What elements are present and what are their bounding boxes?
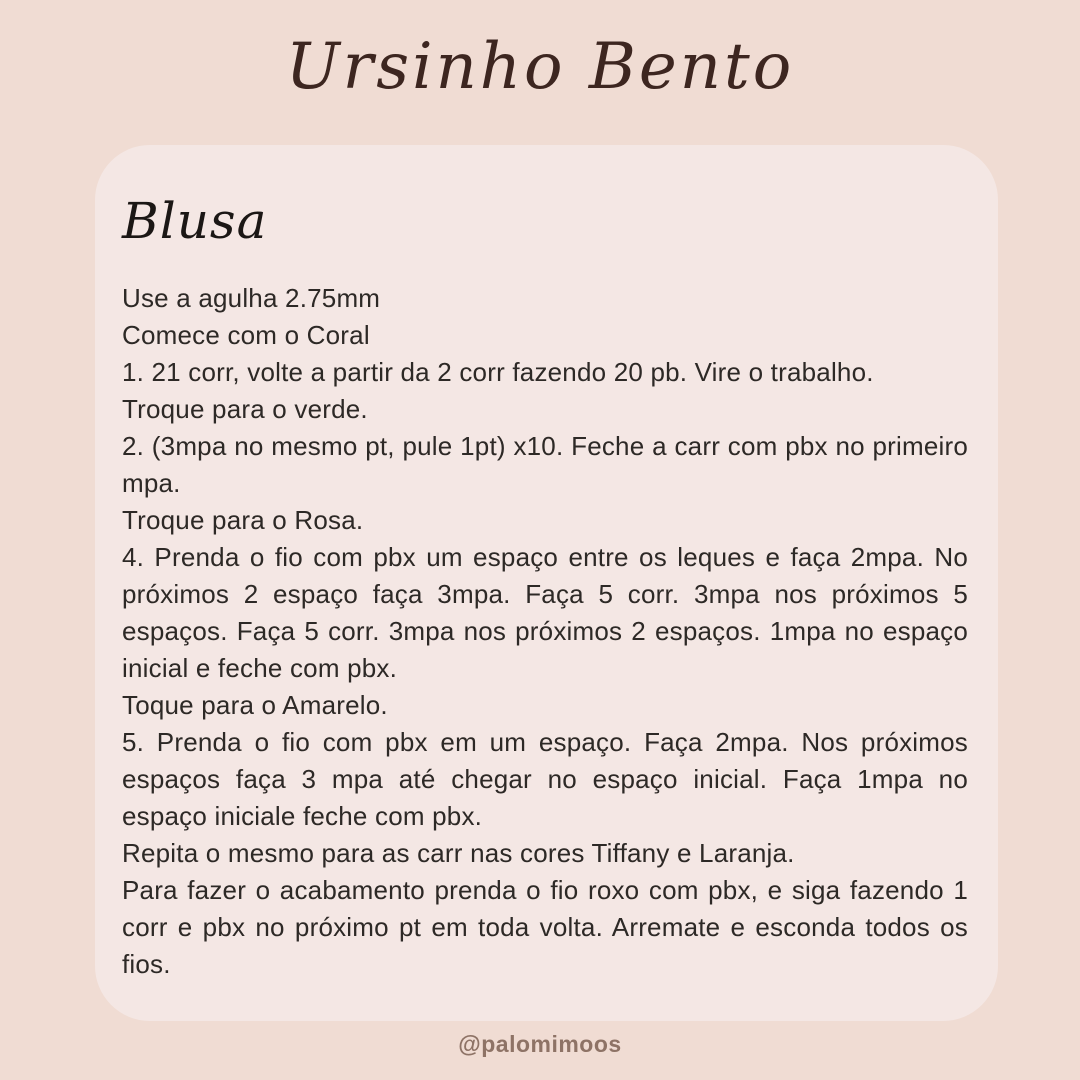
section-title: Blusa: [122, 192, 268, 250]
pattern-card: [95, 145, 998, 1021]
instruction-paragraph: Troque para o verde.: [122, 394, 368, 424]
instruction-paragraph: 4. Prenda o fio com pbx um espaço entre os leques e faça 2mpa. No próximos 2 espaço faça 3mpa. Faça 5 corr. 3mpa nos próximos 5 espaços. Faça 5 corr. 3mpa nos próximos 2 espaços. 1mpa no espaço inicial e feche com pbx.: [122, 542, 968, 683]
instruction-paragraph: Repita o mesmo para as carr nas cores Tiffany e Laranja.: [122, 838, 795, 868]
footer-handle: @palomimoos: [458, 1031, 622, 1057]
instruction-paragraph: Toque para o Amarelo.: [122, 690, 388, 720]
page-title: Ursinho Bento: [285, 30, 795, 104]
instruction-paragraph: 5. Prenda o fio com pbx em um espaço. Faça 2mpa. Nos próximos espaços faça 3 mpa até chegar no espaço inicial. Faça 1mpa no espaço iniciale feche com pbx.: [122, 727, 968, 831]
instruction-paragraph: Para fazer o acabamento prenda o fio roxo com pbx, e siga fazendo 1 corr e pbx no próximo pt em toda volta. Arremate e esconda todos os fios.: [122, 875, 968, 979]
instructions-list: [122, 280, 968, 983]
instruction-paragraph: Troque para o Rosa.: [122, 505, 364, 535]
instruction-paragraph: 1. 21 corr, volte a partir da 2 corr fazendo 20 pb. Vire o trabalho.: [122, 357, 874, 387]
instruction-paragraph: Use a agulha 2.75mm: [122, 283, 381, 313]
instruction-paragraph: 2. (3mpa no mesmo pt, pule 1pt) x10. Feche a carr com pbx no primeiro mpa.: [122, 431, 968, 498]
instruction-paragraph: Comece com o Coral: [122, 320, 370, 350]
